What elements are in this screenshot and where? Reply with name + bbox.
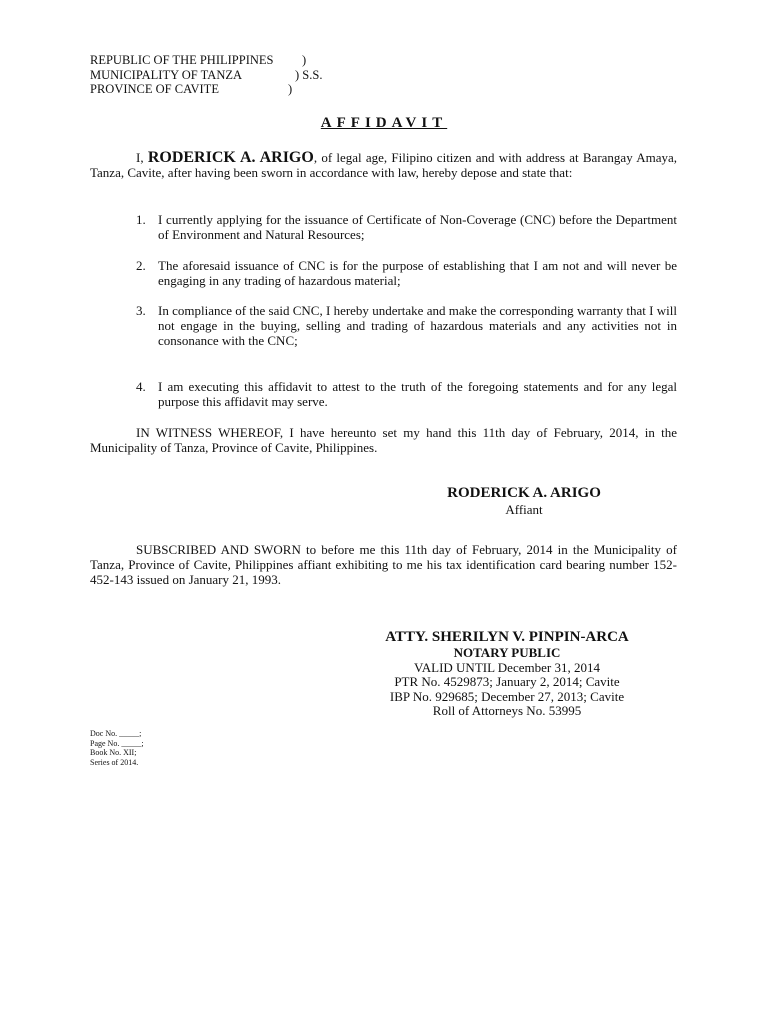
venue-province-line (90, 82, 293, 97)
item-number: 1. (136, 212, 146, 227)
notary-ibp: IBP No. 929685; December 27, 2013; Cavite (389, 688, 625, 704)
venue-province: PROVINCE OF CAVITE (90, 82, 219, 96)
affiant-role: Affiant (505, 502, 543, 517)
item-text: In compliance of the said CNC, I hereby undertake and make the corresponding warranty that I will not engage in the buying, selling and trading of hazardous materials and any activities not in consonance with the CNC; (158, 303, 677, 348)
notary-ptr: PTR No. 4529873; January 2, 2014; Cavite (394, 674, 620, 689)
venue-paren: ) (302, 53, 307, 67)
doc-number: Doc No. _____; (90, 729, 142, 738)
venue-ss: ) S.S. (295, 67, 323, 82)
witness-paragraph: IN WITNESS WHEREOF, I have hereunto set my hand this 11th day of February, 2014, in the Municipality of Tanza, Province of Cavite, Philippines. (90, 425, 677, 455)
item-number: 3. (136, 303, 146, 318)
intro-prefix: I, (136, 150, 144, 165)
notary-role: NOTARY PUBLIC (453, 645, 561, 660)
venue-republic: REPUBLIC OF THE PHILIPPINES (90, 53, 274, 67)
notary-validity: VALID UNTIL December 31, 2014 (414, 659, 600, 675)
item-text: I currently applying for the issuance of Certificate of Non-Coverage (CNC) before the Department of Environment and Natural Resources; (158, 212, 677, 242)
list-item (136, 212, 677, 242)
intro-text: , of legal age, Filipino citizen and with address at Barangay Amaya, Tanza, Cavite, after having been sworn in accordance with law, hereby depose and state that: (90, 150, 677, 180)
notary-roll: Roll of Attorneys No. 53995 (432, 703, 582, 718)
affiant-signature-name: RODERICK A. ARIGO (447, 485, 601, 501)
document-title: AFFIDAVIT (320, 115, 448, 131)
item-number: 2. (136, 258, 146, 273)
jurat-paragraph: SUBSCRIBED AND SWORN to before me this 11th day of February, 2014 in the Municipality of Tanza, Province of Cavite, Philippines affiant exhibiting to me his tax identification card bearing number 152-452-143 issued on January 21, 1993. (90, 542, 677, 587)
series-year: Series of 2014. (90, 757, 139, 767)
item-text: I am executing this affidavit to attest to the truth of the foregoing statements and for any legal purpose this affidavit may serve. (158, 379, 677, 409)
item-text: The aforesaid issuance of CNC is for the purpose of establishing that I am not and will never be engaging in any trading of hazardous material; (158, 258, 677, 288)
notary-block (335, 629, 679, 719)
notary-name: ATTY. SHERILYN V. PINPIN-ARCA (385, 629, 629, 645)
affiant-name-inline: RODERICK A. ARIGO (147, 149, 314, 166)
notarial-register-info (90, 729, 144, 767)
book-number: Book No. XII; (90, 748, 137, 757)
list-item (136, 303, 677, 348)
item-number: 4. (136, 379, 146, 394)
list-item (136, 379, 677, 409)
venue-republic-line (90, 53, 307, 68)
page-number: Page No. _____; (90, 738, 144, 748)
venue-block (90, 53, 323, 97)
intro-paragraph (90, 150, 677, 180)
venue-paren: ) (288, 82, 293, 96)
venue-municipality-line (90, 67, 323, 83)
list-item (136, 258, 677, 288)
venue-municipality: MUNICIPALITY OF TANZA (90, 67, 243, 82)
